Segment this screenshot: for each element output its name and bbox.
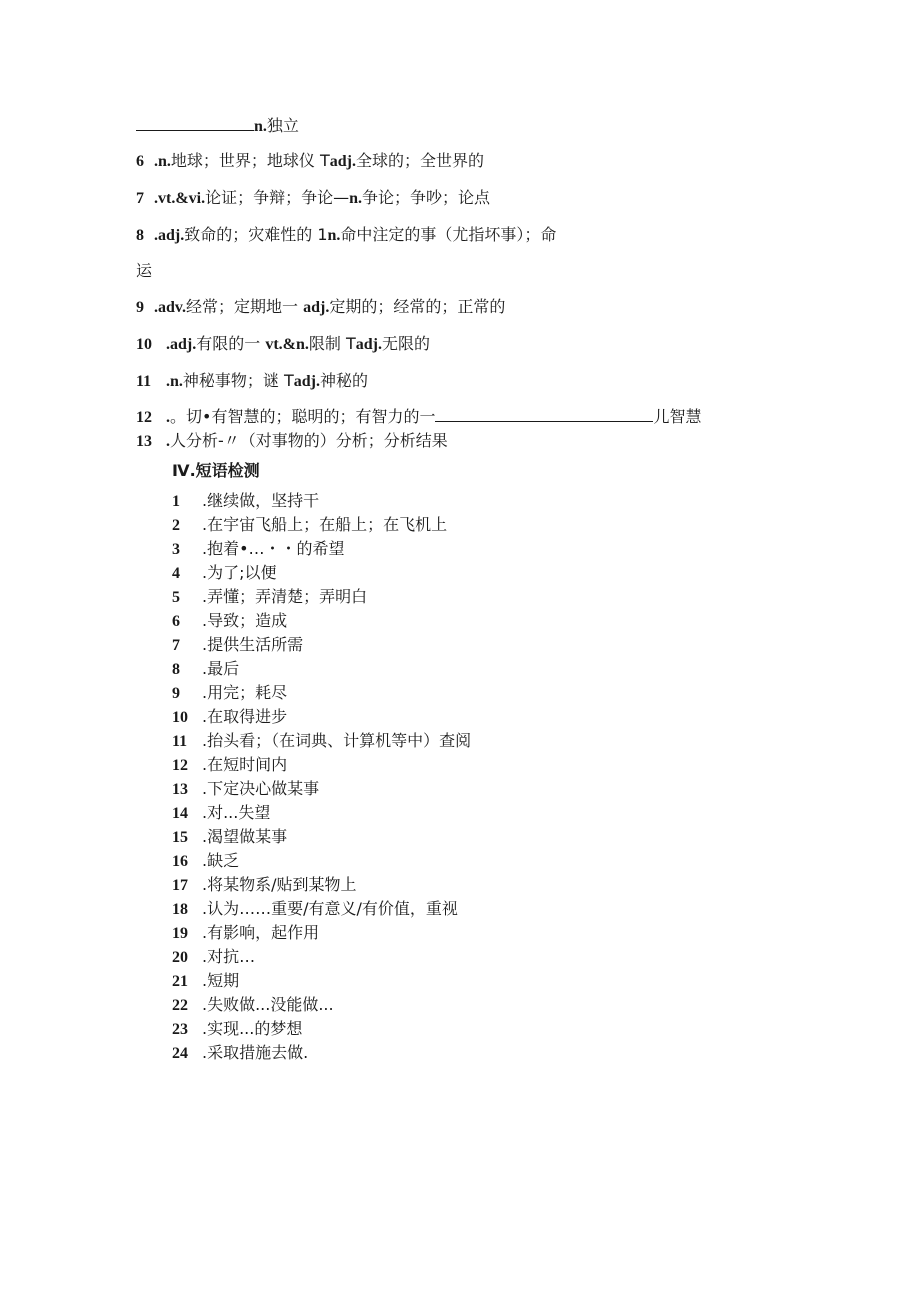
vocab-line-6: 6 .n.地球；世界；地球仪 Tadj.全球的；全世界的 [136,151,485,170]
phrase-item: 6 .导致；造成 [172,611,288,630]
answer-blank[interactable] [435,407,653,422]
vocab-line-12: 12 .。切•有智慧的；聪明的；有智力的一 儿智慧 [136,407,702,426]
phrase-item: 1 .继续做，坚持干 [172,491,320,510]
phrase-item: 11 .抬头看；（在词典、计算机等中）查阅 [172,731,472,750]
answer-blank[interactable] [136,116,254,131]
phrase-item: 23 .实现...的梦想 [172,1019,303,1038]
phrase-item: 21 .短期 [172,971,240,990]
phrase-item: 20 .对抗… [172,947,256,966]
phrase-item: 2 .在宇宙飞船上；在船上；在飞机上 [172,515,448,534]
phrase-item: 4 .为了;以便 [172,563,277,582]
section-title: Ⅳ.短语检测 [172,461,260,480]
phrase-item: 8 .最后 [172,659,240,678]
phrase-item: 16 .缺乏 [172,851,240,870]
phrase-item: 5 .弄懂；弄清楚；弄明白 [172,587,368,606]
vocab-line-9: 9 .adv.经常；定期地一 adj.定期的；经常的；正常的 [136,297,506,316]
vocab-line-13: 13 .人分析-〃（对事物的）分析；分析结果 [136,431,448,450]
phrase-item: 15 .渴望做某事 [172,827,288,846]
phrase-item: 9 .用完；耗尽 [172,683,288,702]
phrase-item: 24 .采取措施去做. [172,1043,309,1062]
phrase-item: 13 .下定决心做某事 [172,779,320,798]
phrase-item: 12 .在短时间内 [172,755,288,774]
phrase-item: 3 .抱着•…・・的希望 [172,539,345,558]
vocab-line-11: 11 .n.神秘事物；谜 Tadj.神秘的 [136,371,369,390]
phrase-item: 7 .提供生活所需 [172,635,304,654]
phrase-item: 22 .失败做...没能做... [172,995,334,1014]
vocab-line-8: 8 .adj.致命的；灾难性的 1n.命中注定的事（尤指坏事）；命 [136,225,557,244]
vocab-line-10: 10 .adj.有限的一 vt.&n.限制 Tadj.无限的 [136,334,431,353]
phrase-item: 14 .对...失望 [172,803,271,822]
phrase-item: 19 .有影响，起作用 [172,923,320,942]
vocab-line-top: n.独立 [136,116,299,137]
vocab-line-8-continued: 运 [136,261,153,280]
phrase-item: 18 .认为……重要/有意义/有价值，重视 [172,899,458,918]
phrase-item: 10 .在取得进步 [172,707,288,726]
vocab-line-7: 7 .vt.&vi.论证；争辩；争论—n.争论；争吵；论点 [136,188,491,207]
phrase-item: 17 .将某物系/贴到某物上 [172,875,357,894]
